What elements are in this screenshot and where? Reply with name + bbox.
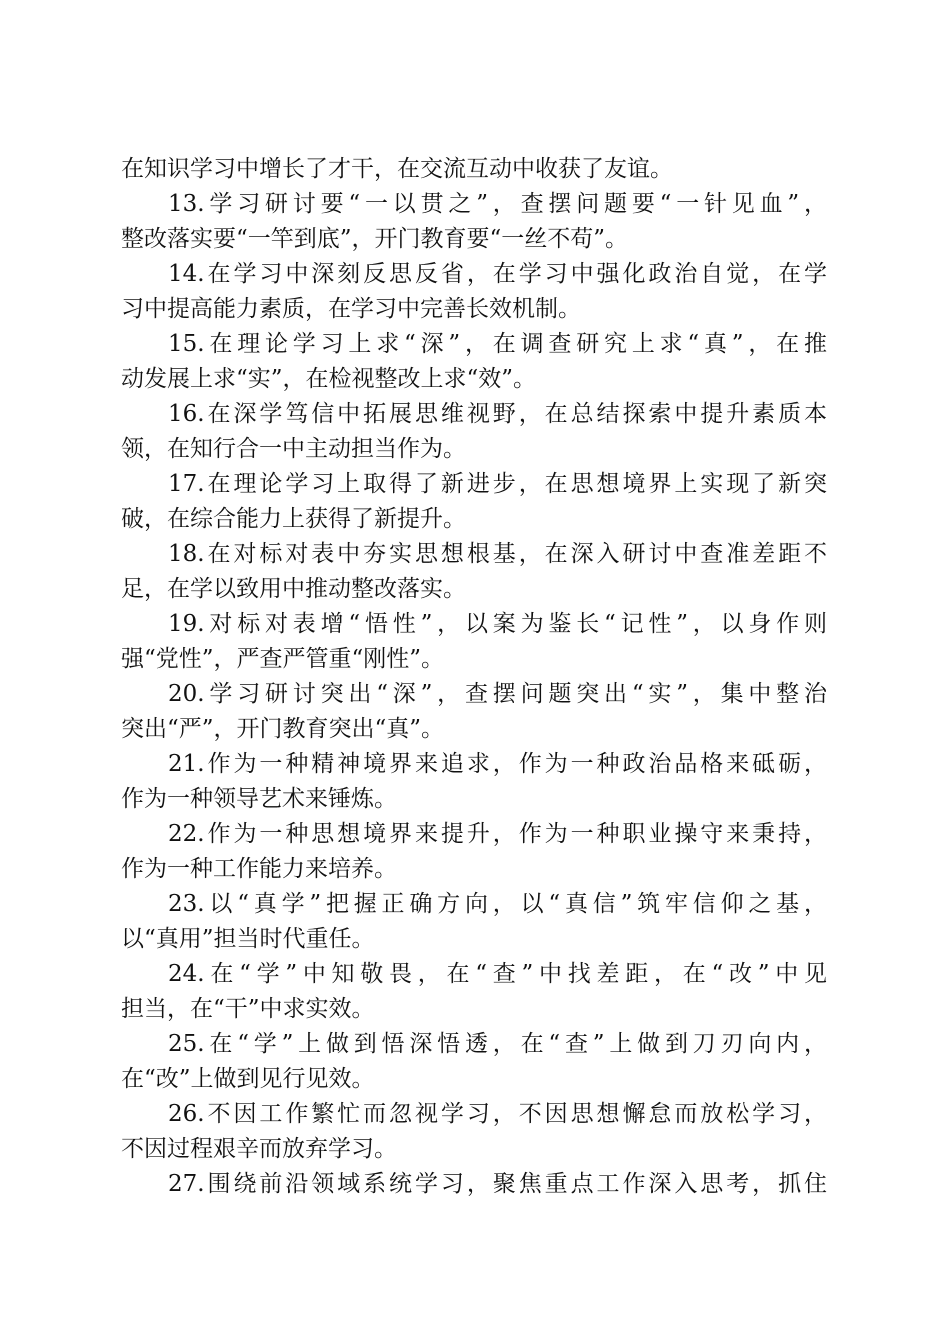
paragraph-line: 整改落实要“一竿到底”，开门教育要“一丝不苟”。 [121, 226, 629, 252]
paragraph-first-line: 14.在学习中深刻反思反省，在学习中强化政治自觉，在学 [168, 261, 827, 287]
paragraph-first-line: 18.在对标对表中夯实思想根基，在深入研讨中查准差距不 [168, 541, 827, 567]
paragraph-line: 作为一种领导艺术来锤炼。 [121, 786, 397, 812]
paragraph-line: 以“真用”担当时代重任。 [121, 926, 375, 952]
paragraph-first-line: 25.在“学”上做到悟深悟透，在“查”上做到刀刃向内， [168, 1031, 827, 1057]
paragraph-line: 足，在学以致用中推动整改落实。 [121, 576, 466, 602]
paragraph-line: 领，在知行合一中主动担当作为。 [121, 436, 466, 462]
paragraph-first-line: 13.学习研讨要“一以贯之”，查摆问题要“一针见血”， [168, 191, 827, 217]
paragraph-first-line: 21.作为一种精神境界来追求，作为一种政治品格来砥砺， [168, 751, 827, 777]
paragraph-line: 不因过程艰辛而放弃学习。 [121, 1136, 397, 1162]
paragraph-first-line: 27.围绕前沿领域系统学习，聚焦重点工作深入思考，抓住 [168, 1171, 827, 1197]
paragraph-first-line: 19.对标对表增“悟性”，以案为鉴长“记性”，以身作则 [168, 611, 827, 637]
paragraph-line: 突出“严”，开门教育突出“真”。 [121, 716, 445, 742]
paragraph-line: 强“党性”，严查严管重“刚性”。 [121, 646, 445, 672]
paragraph-line: 习中提高能力素质，在学习中完善长效机制。 [121, 296, 581, 322]
paragraph-first-line: 15.在理论学习上求“深”，在调查研究上求“真”，在推 [168, 331, 827, 357]
paragraph-first-line: 17.在理论学习上取得了新进步，在思想境界上实现了新突 [168, 471, 827, 497]
paragraph-first-line: 26.不因工作繁忙而忽视学习，不因思想懈怠而放松学习， [168, 1101, 827, 1127]
paragraph-line: 担当，在“干”中求实效。 [121, 996, 375, 1022]
paragraph-line: 破，在综合能力上获得了新提升。 [121, 506, 466, 532]
paragraph-first-line: 24.在“学”中知敬畏，在“查”中找差距，在“改”中见 [168, 961, 827, 987]
paragraph-first-line: 22.作为一种思想境界来提升，作为一种职业操守来秉持， [168, 821, 827, 847]
paragraph-first-line: 23.以“真学”把握正确方向，以“真信”筑牢信仰之基， [168, 891, 827, 917]
paragraph-first-line: 16.在深学笃信中拓展思维视野，在总结探索中提升素质本 [168, 401, 827, 427]
paragraph-line: 在“改”上做到见行见效。 [121, 1066, 375, 1092]
paragraph-line: 在知识学习中增长了才干，在交流互动中收获了友谊。 [121, 156, 673, 182]
paragraph-first-line: 20.学习研讨突出“深”，查摆问题突出“实”，集中整治 [168, 681, 827, 707]
paragraph-line: 动发展上求“实”，在检视整改上求“效”。 [121, 366, 537, 392]
document-body [121, 152, 827, 1202]
paragraph-line: 作为一种工作能力来培养。 [121, 856, 397, 882]
